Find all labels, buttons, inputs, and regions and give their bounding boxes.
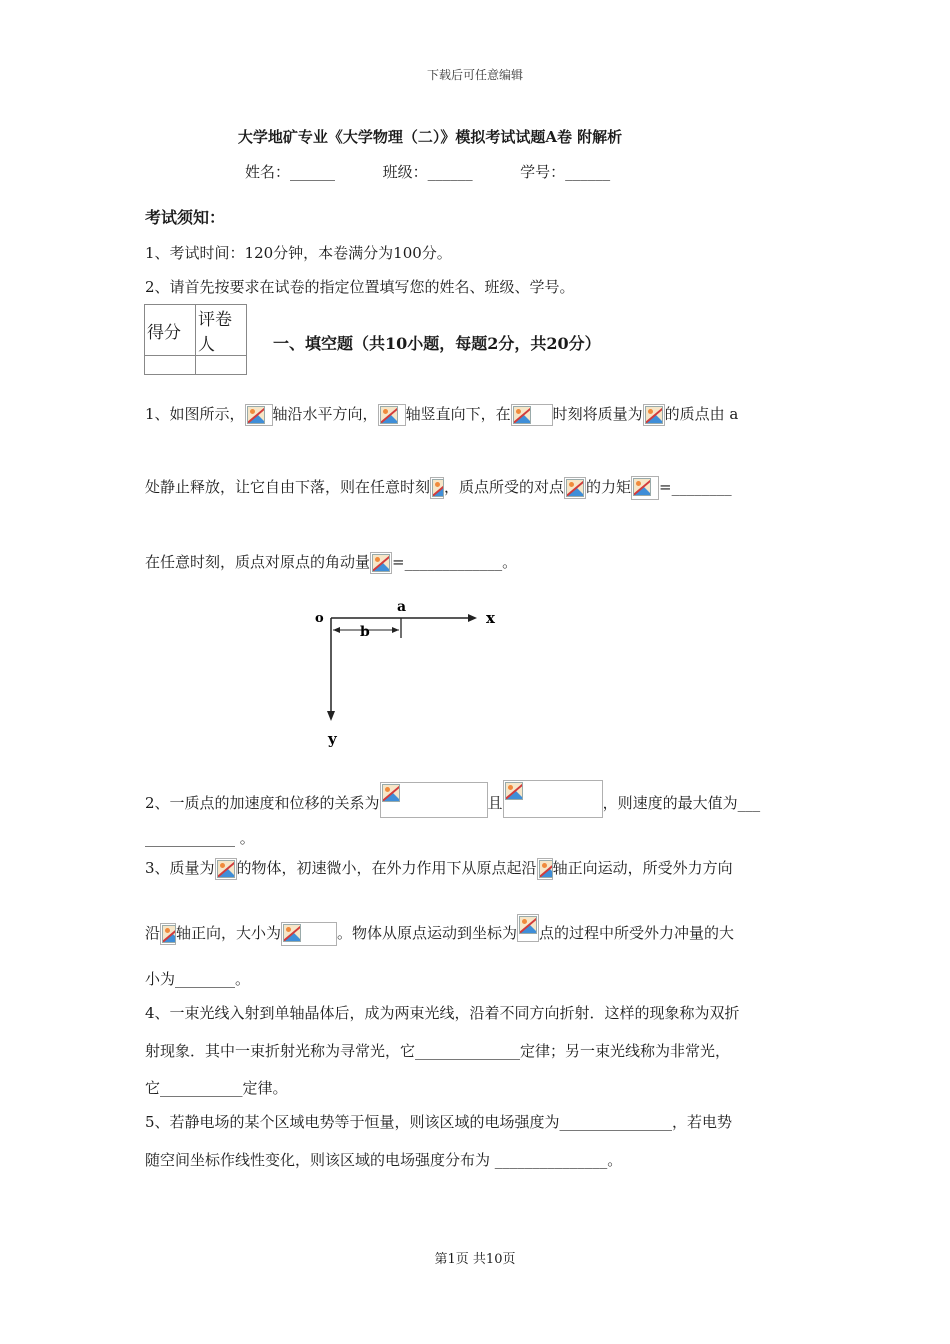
grader-cell[interactable] <box>196 356 247 375</box>
origin-label: o <box>315 611 324 626</box>
score-label: 得分 <box>145 305 196 356</box>
section-title: 一、填空题（共10小题，每题2分，共20分） <box>273 334 601 353</box>
q3-text: 3、质量为 <box>145 859 215 877</box>
q3-line-2 <box>145 914 734 946</box>
q4-line-3: 它___________定律。 <box>145 1079 288 1097</box>
q1-text: ，质点所受的对点 <box>444 478 565 496</box>
axis-diagram <box>305 596 515 748</box>
b-arrow-left <box>333 627 340 633</box>
q2-text: 且 <box>487 794 503 812</box>
broken-image-icon <box>378 404 406 426</box>
q1-text: =_____________。 <box>392 553 518 571</box>
q2-line-1 <box>145 780 760 818</box>
q3-line-3: 小为________。 <box>145 970 251 988</box>
id-label: 学号： <box>520 163 566 181</box>
student-info-line <box>245 161 610 182</box>
q1-text: 轴竖直向下，在 <box>405 405 511 423</box>
q2-line-2: ____________ 。 <box>145 829 255 847</box>
q2-text: ，则速度的最大值为___ <box>602 794 761 812</box>
score-cell[interactable] <box>145 356 196 375</box>
broken-image-icon <box>631 476 659 500</box>
q5-line-1: 5、若静电场的某个区域电势等于恒量，则该区域的电场强度为_______________，若电势 <box>145 1113 733 1131</box>
broken-image-icon <box>564 477 586 499</box>
q1-text: 1、如图所示， <box>145 405 245 423</box>
q5-line-2: 随空间坐标作线性变化，则该区域的电场强度分布为 _______________。 <box>145 1151 623 1169</box>
q4-line-1: 4、一束光线入射到单轴晶体后，成为两束光线，沿着不同方向折射．这样的现象称为双折 <box>145 1004 740 1022</box>
broken-image-icon <box>380 782 488 818</box>
q3-line-1 <box>145 857 733 880</box>
q3-text: 轴正向运动，所受外力方向 <box>552 859 733 877</box>
page-header: 下载后可任意编辑 <box>426 68 523 82</box>
q4-line-2: 射现象．其中一束折射光称为寻常光，它______________定律；另一束光线称为非常光， <box>145 1042 731 1060</box>
q1-line-3 <box>145 551 517 574</box>
notice-item-1: 1、考试时间：120分钟，本卷满分为100分。 <box>145 244 452 262</box>
broken-image-icon <box>430 477 444 499</box>
broken-image-icon <box>160 923 176 945</box>
q1-line-2 <box>145 476 732 500</box>
class-label: 班级： <box>382 163 428 181</box>
q3-text: 沿 <box>145 924 161 942</box>
q1-line-1 <box>145 403 738 426</box>
broken-image-icon <box>370 552 392 574</box>
notice-heading: 考试须知： <box>145 208 226 227</box>
label-b: b <box>360 624 370 640</box>
broken-image-icon <box>215 858 237 880</box>
broken-image-icon <box>281 922 337 946</box>
grader-label: 评卷人 <box>196 305 247 356</box>
notice-item-2: 2、请首先按要求在试卷的指定位置填写您的姓名、班级、学号。 <box>145 278 575 296</box>
q1-text: 的质点由 a <box>664 405 739 423</box>
id-blank[interactable]: ______ <box>565 163 611 181</box>
broken-image-icon <box>511 404 553 426</box>
label-y: y <box>328 730 337 748</box>
score-table <box>144 304 247 375</box>
class-blank[interactable]: ______ <box>427 163 473 181</box>
b-arrow-right <box>392 627 399 633</box>
broken-image-icon <box>503 780 603 818</box>
q1-text: 时刻将质量为 <box>552 405 643 423</box>
broken-image-icon <box>537 858 553 880</box>
q1-text: 的力矩 <box>586 478 632 496</box>
broken-image-icon <box>245 404 273 426</box>
q1-text: 在任意时刻，质点对原点的角动量 <box>145 553 371 571</box>
name-label: 姓名： <box>245 163 291 181</box>
label-a: a <box>397 599 407 615</box>
q3-text: 的物体，初速微小，在外力作用下从原点起沿 <box>236 859 537 877</box>
broken-image-icon <box>643 404 665 426</box>
exam-title: 大学地矿专业《大学物理（二）》模拟考试试题A卷 附解析 <box>237 128 623 146</box>
broken-image-icon <box>517 914 539 942</box>
q3-text: 轴正向，大小为 <box>176 924 282 942</box>
label-x: x <box>486 609 495 627</box>
y-axis-arrow <box>327 711 335 721</box>
q3-text: 点的过程中所受外力冲量的大 <box>539 924 735 942</box>
q3-text: 。物体从原点运动到坐标为 <box>337 924 518 942</box>
q1-text: 处静止释放，让它自由下落，则在任意时刻 <box>145 478 431 496</box>
name-blank[interactable]: ______ <box>290 163 336 181</box>
q2-text: 2、一质点的加速度和位移的关系为 <box>145 794 380 812</box>
page-footer: 第1页 共10页 <box>434 1252 516 1267</box>
q1-text: =________ <box>659 478 732 496</box>
x-axis-arrow <box>468 614 477 622</box>
q1-text: 轴沿水平方向， <box>272 405 378 423</box>
